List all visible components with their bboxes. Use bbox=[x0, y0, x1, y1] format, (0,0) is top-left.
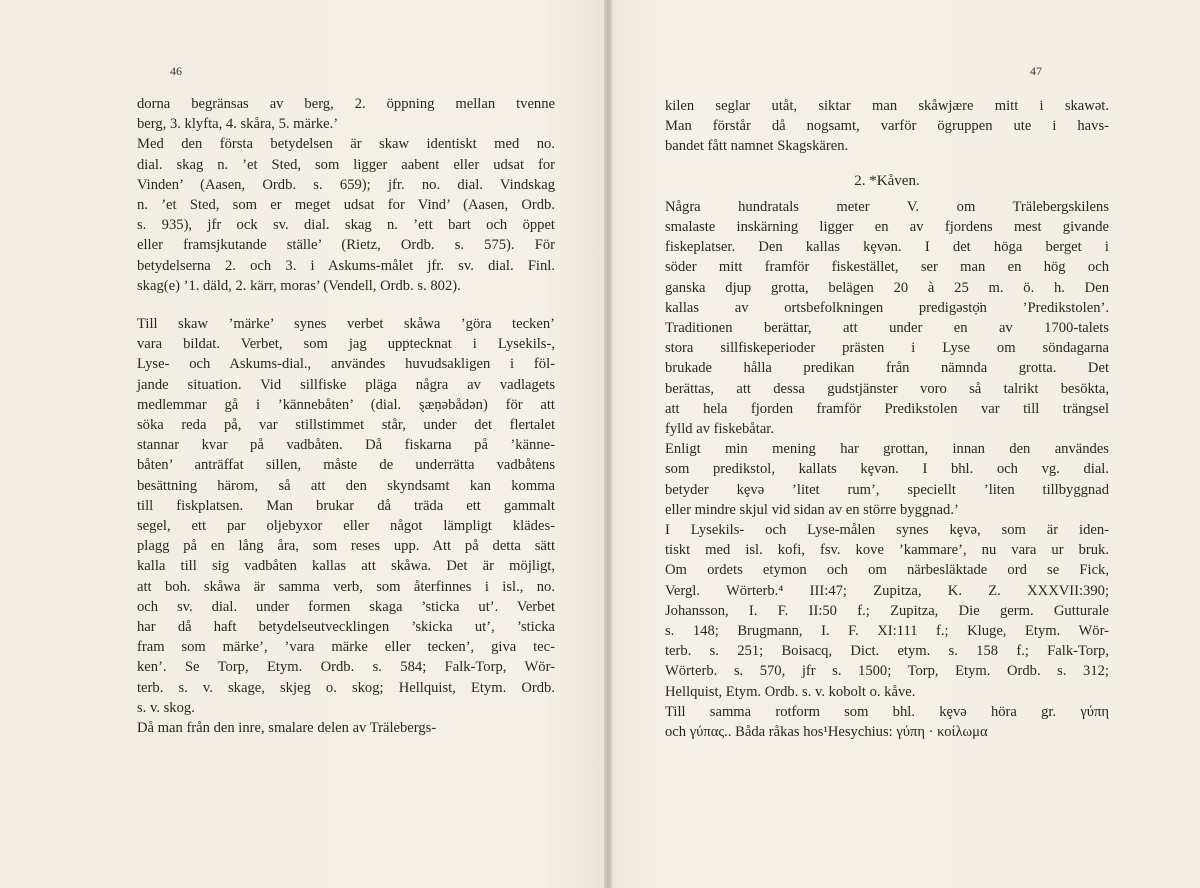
text-line: bandet fått namnet Skagskären. bbox=[665, 138, 849, 155]
right-page-text bbox=[665, 96, 1109, 742]
text-line: eller framsjkutande ställe’ (Rietz, Ordb. s. 575). För bbox=[137, 237, 555, 254]
text-line: och sv. dial. under formen skaga ’sticka ut’. Verbet bbox=[137, 598, 555, 615]
text-line: Traditionen berättar, att under en av 1700-talets bbox=[665, 320, 1109, 337]
text-line: kilen seglar utåt, siktar man skåwjære mitt i skawət. bbox=[665, 98, 1109, 114]
text-line: dorna begränsas av berg, 2. öppning mellan tvenne bbox=[137, 96, 555, 112]
text-line: vara bildat. Verbet, som jag upptecknat i Lysekils-, bbox=[137, 336, 555, 353]
text-line: och γύπας.. Båda råkas hos¹Hesychius: γύπη · κοίλωμα bbox=[665, 724, 988, 741]
text-line: Vergl. Wörterb.⁴ III:47; Zupitza, K. Z. XXXVII:390; bbox=[665, 582, 1109, 599]
paragraph-gap bbox=[137, 296, 555, 314]
paragraph bbox=[137, 134, 555, 296]
text-line: fiskeplatser. Den kallas kȩvən. I det höga berget i bbox=[665, 239, 1109, 256]
text-line: stora sillfiskeperioder prästen i Lyse om söndagarna bbox=[665, 340, 1109, 357]
paragraph bbox=[665, 702, 1109, 742]
text-line: kallas av ortsbefolkningen predigəstọ̈n ’Predikstolen’. bbox=[665, 299, 1109, 316]
paragraph bbox=[137, 718, 555, 738]
text-line: terb. s. v. skage, skjeg o. skog; Hellquist, Etym. Ordb. bbox=[137, 679, 555, 696]
text-line: betydelserna 2. och 3. i Askums-målet jfr. sv. dial. Finl. bbox=[137, 257, 555, 274]
text-line: har då haft betydelseutvecklingen ’skicka ut’, ’sticka bbox=[137, 619, 555, 636]
text-line: Wörterb. s. 570, jfr s. 1500; Torp, Etym. Ordb. s. 312; bbox=[665, 663, 1109, 680]
text-line: Några hundratals meter V. om Trälebergskilens bbox=[665, 198, 1109, 215]
paragraph bbox=[665, 520, 1109, 702]
text-line: båten’ anträffat sillen, måste de underrätta vadbåtens bbox=[137, 457, 555, 474]
text-line: betyder kȩvə ’litet rum’, speciellt ’liten tillbyggnad bbox=[665, 481, 1109, 498]
paragraph bbox=[137, 314, 555, 718]
left-page-text bbox=[137, 94, 555, 738]
text-line: I Lysekils- och Lyse-målen synes kȩvə, som är iden- bbox=[665, 522, 1109, 539]
text-line: som predikstol, kallats kȩvən. I bhl. och vg. dial. bbox=[665, 461, 1109, 478]
text-line: besättning härom, så att den skyndsamt kan komma bbox=[137, 477, 555, 494]
paragraph bbox=[137, 94, 555, 134]
text-line: stannar kvar på vadbåten. Då fiskarna på ’känne- bbox=[137, 437, 555, 454]
text-line: dial. skag n. ’et Sted, som ligger aabent eller udsat for bbox=[137, 156, 555, 173]
text-line: tiskt med isl. kofi, fsv. kove ’kammare’, nu vara ur bruk. bbox=[665, 542, 1109, 559]
right-text-before-heading bbox=[665, 96, 1109, 157]
text-line: att hela fjorden framför Predikstolen var till trängsel bbox=[665, 400, 1109, 417]
text-line: fylld av fiskebåtar. bbox=[665, 421, 775, 438]
paragraph bbox=[665, 439, 1109, 520]
text-line: Till samma rotform som bhl. kȩvə höra gr. γύπη bbox=[665, 703, 1109, 720]
text-line: berg, 3. klyfta, 4. skåra, 5. märke.’ bbox=[137, 116, 339, 133]
paragraph bbox=[665, 197, 1109, 439]
text-line: ken’. Se Torp, Etym. Ordb. s. 584; Falk-Torp, Wör- bbox=[137, 659, 555, 676]
page-number-left: 46 bbox=[170, 64, 182, 78]
text-line: Då man från den inre, smalare delen av Trälebergs- bbox=[137, 720, 437, 737]
text-line: till fiskplatsen. Man brukar då träda ett gammalt bbox=[137, 497, 555, 514]
text-line: att boh. skåwa är samma verb, som återfinnes i isl., no. bbox=[137, 578, 555, 595]
text-line: berättas, att dessa gudstjänster voro så talrikt besökta, bbox=[665, 380, 1109, 397]
book-gutter bbox=[604, 0, 612, 888]
text-line: medlemmar gå i ’kännebåten’ (dial. ȿæṇəbådən) för att bbox=[137, 396, 555, 413]
page-number-right: 47 bbox=[1030, 64, 1042, 78]
right-page bbox=[612, 0, 1200, 888]
right-text-after-heading bbox=[665, 197, 1109, 742]
text-line: ganska djup grotta, belägen 20 à 25 m. ö. h. Den bbox=[665, 279, 1109, 296]
text-line: s. 935), jfr ock sv. dial. skag n. ’ett bart och öppet bbox=[137, 217, 555, 234]
text-line: Om ordets etymon och om närbesläktade ord se Fick, bbox=[665, 562, 1109, 579]
text-line: jande situation. Vid sillfiske pläga några av vadlagets bbox=[137, 376, 555, 393]
text-line: Till skaw ’märke’ synes verbet skåwa ’göra tecken’ bbox=[137, 316, 555, 333]
text-line: fram som märke’, ’vara märke eller tecken’, giva tec- bbox=[137, 639, 555, 656]
text-line: plagg på en lång åra, som reses upp. Att på detta sätt bbox=[137, 538, 555, 555]
text-line: Hellquist, Etym. Ordb. s. v. kobolt o. kåve. bbox=[665, 683, 916, 700]
text-line: Lyse- och Askums-dial., användes huvudsakligen i föl- bbox=[137, 356, 555, 373]
text-line: smalaste inskärning ligger en av fjordens mest givande bbox=[665, 219, 1109, 236]
text-line: Enligt min mening har grottan, innan den användes bbox=[665, 441, 1109, 458]
text-line: söder mitt framför fiskestället, ser man en hög och bbox=[665, 259, 1109, 276]
text-line: s. v. skog. bbox=[137, 699, 195, 716]
text-line: n. ’et Sted, som er meget udsat for Vind’ (Aasen, Ordb. bbox=[137, 197, 555, 214]
section-heading: 2. *Kåven. bbox=[854, 172, 920, 189]
text-line: brukade hålla predikan från nämnda grotta. Det bbox=[665, 360, 1109, 377]
text-line: Johansson, I. F. II:50 f.; Zupitza, Die germ. Gutturale bbox=[665, 602, 1109, 619]
text-line: segel, ett par oljebyxor eller något lämpligt klädes- bbox=[137, 518, 555, 535]
text-line: söka reda på, var stillstimmet står, under det flertalet bbox=[137, 417, 555, 434]
text-line: s. 148; Brugmann, I. F. XI:111 f.; Kluge, Etym. Wör- bbox=[665, 623, 1109, 640]
text-line: Man förstår då nogsamt, varför ögruppen ute i havs- bbox=[665, 118, 1109, 135]
paragraph bbox=[665, 96, 1109, 157]
text-line: Med den första betydelsen är skaw identiskt med no. bbox=[137, 136, 555, 153]
text-line: skag(e) ’1. däld, 2. kärr, moras’ (Vendell, Ordb. s. 802). bbox=[137, 277, 461, 294]
text-line: terb. s. 251; Boisacq, Dict. etym. s. 158 f.; Falk-Torp, bbox=[665, 643, 1109, 660]
text-line: kalla till sig vadbåten kallas att skåwa. Det är möjligt, bbox=[137, 558, 555, 575]
text-line: Vinden’ (Aasen, Ordb. s. 659); jfr. no. dial. Vindskag bbox=[137, 176, 555, 193]
text-line: eller mindre skjul vid sidan av en större byggnad.’ bbox=[665, 501, 959, 518]
